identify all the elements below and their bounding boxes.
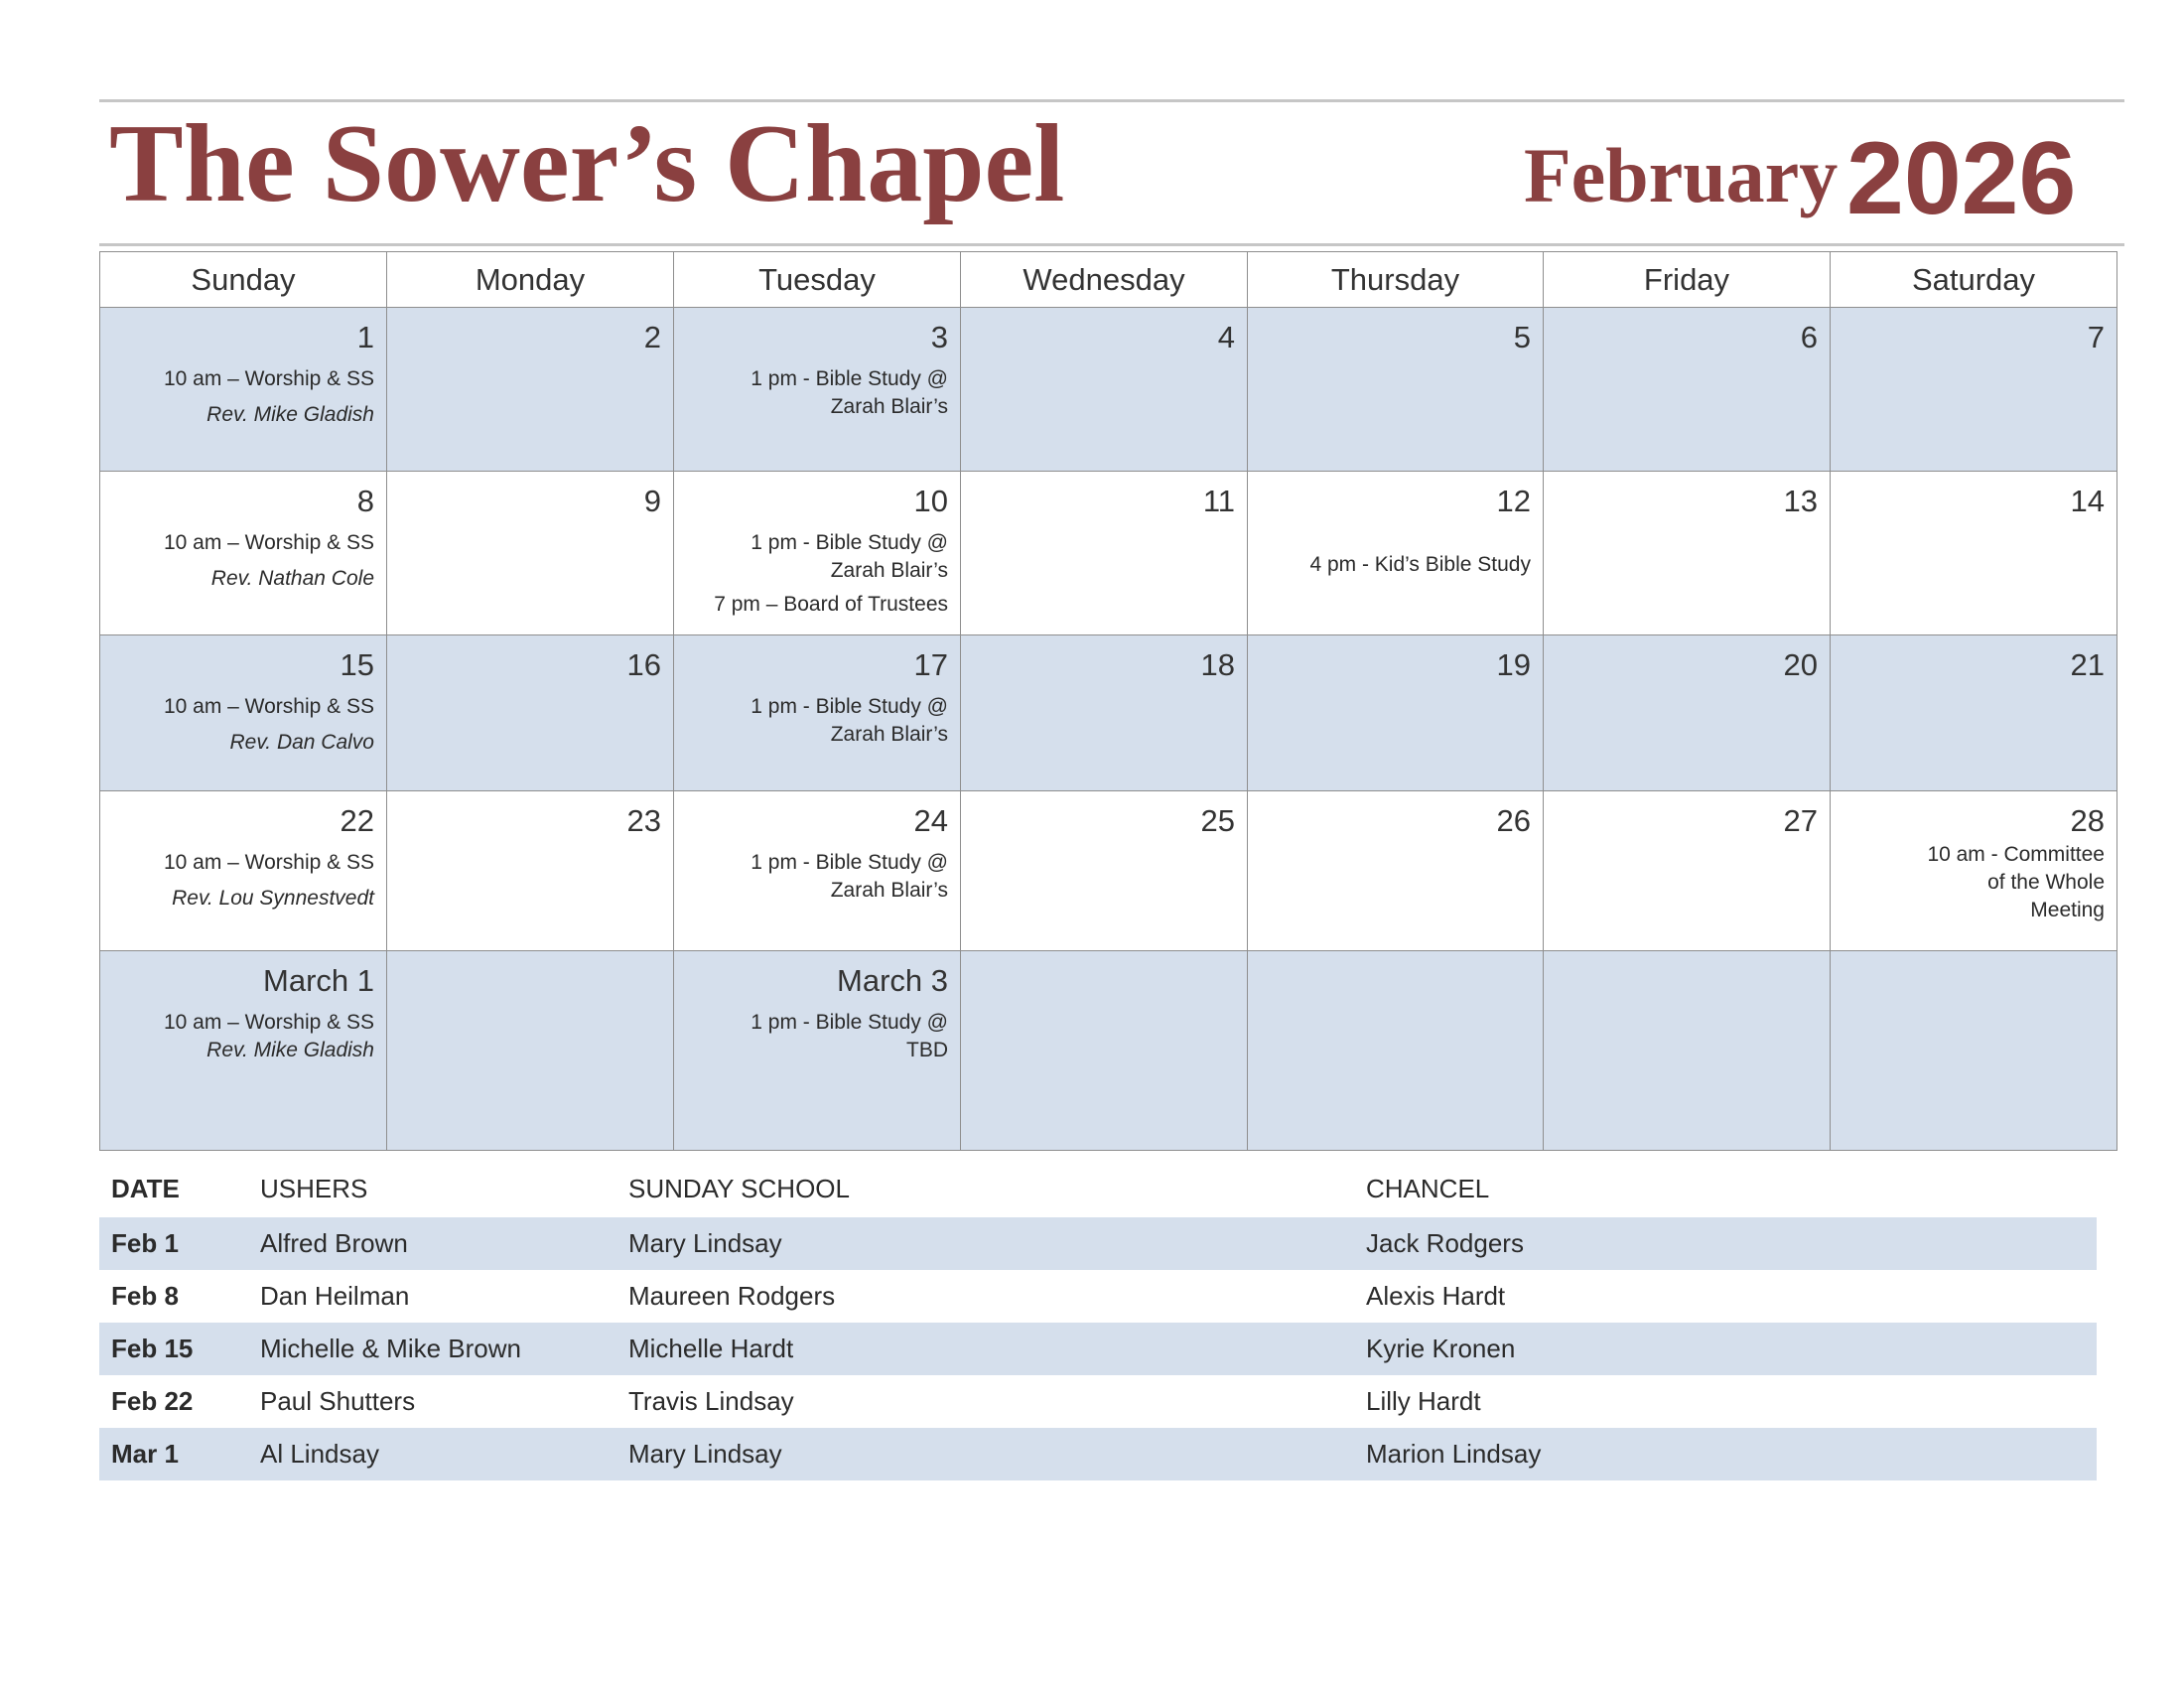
schedule-row xyxy=(99,1217,2097,1270)
day-cell xyxy=(961,308,1248,472)
schedule-date: Mar 1 xyxy=(99,1428,248,1480)
header-divider xyxy=(99,243,2124,246)
day-cell xyxy=(1831,472,2117,635)
day-number: 16 xyxy=(626,647,661,682)
day-number: 8 xyxy=(356,484,374,518)
day-cell xyxy=(1248,308,1544,472)
day-number: 28 xyxy=(2070,803,2105,838)
event-text: 7 pm – Board of Trustees xyxy=(714,593,948,616)
pastor-name: Rev. Dan Calvo xyxy=(229,731,374,754)
day-number: 25 xyxy=(1200,803,1235,838)
day-cell xyxy=(1544,635,1831,791)
day-number: 26 xyxy=(1496,803,1531,838)
weekday-sunday: Sunday xyxy=(100,252,387,308)
event-text: 10 am – Worship & SS xyxy=(163,695,374,718)
day-number: 13 xyxy=(1783,484,1818,518)
event-text: 10 am – Worship & SS xyxy=(163,1011,374,1034)
day-number: 14 xyxy=(2070,484,2105,518)
weekday-header-row xyxy=(100,252,2117,308)
day-cell xyxy=(387,791,674,951)
week-row xyxy=(100,308,2117,472)
day-cell xyxy=(1831,635,2117,791)
day-cell xyxy=(1831,951,2117,1151)
day-number: 23 xyxy=(626,803,661,838)
day-cell xyxy=(674,472,961,635)
day-number: 11 xyxy=(1202,484,1235,518)
day-number: March 1 xyxy=(263,963,374,998)
schedule-row xyxy=(99,1270,2097,1323)
event-text: Meeting xyxy=(2030,899,2105,921)
day-cell xyxy=(1544,472,1831,635)
day-number: 5 xyxy=(1513,320,1531,354)
schedule-sunday-school: Travis Lindsay xyxy=(628,1386,794,1416)
day-cell xyxy=(100,308,387,472)
schedule-row xyxy=(99,1428,2097,1480)
schedule-sunday-school: Mary Lindsay xyxy=(616,1428,1354,1480)
schedule-ushers: Dan Heilman xyxy=(260,1281,410,1311)
day-number: 9 xyxy=(643,484,661,518)
event-text: of the Whole xyxy=(1987,871,2105,894)
date-header: DATE xyxy=(111,1173,180,1203)
weekday-thursday: Thursday xyxy=(1248,252,1544,308)
schedule-header-row xyxy=(99,1160,2097,1217)
day-number: 2 xyxy=(643,320,661,354)
event-text: 1 pm - Bible Study @ xyxy=(751,695,948,718)
event-text: 1 pm - Bible Study @ xyxy=(751,367,948,390)
day-cell xyxy=(674,635,961,791)
day-cell xyxy=(100,791,387,951)
day-cell xyxy=(1248,472,1544,635)
day-cell xyxy=(1544,791,1831,951)
schedule-date: Feb 1 xyxy=(99,1217,248,1270)
weekday-friday: Friday xyxy=(1544,252,1831,308)
day-cell xyxy=(961,472,1248,635)
weekday-saturday: Saturday xyxy=(1831,252,2117,308)
chapel-title: The Sower’s Chapel xyxy=(109,102,1065,225)
schedule-date: Feb 22 xyxy=(111,1386,194,1416)
day-cell xyxy=(387,635,674,791)
day-cell xyxy=(961,635,1248,791)
event-text: 10 am – Worship & SS xyxy=(163,851,374,874)
schedule-ushers: Paul Shutters xyxy=(260,1386,416,1416)
day-number: 27 xyxy=(1783,803,1818,838)
schedule-date: Feb 15 xyxy=(99,1323,248,1375)
schedule-ushers: Michelle & Mike Brown xyxy=(248,1323,616,1375)
day-cell xyxy=(674,791,961,951)
week-row xyxy=(100,791,2117,951)
pastor-name: Rev. Mike Gladish xyxy=(206,1039,374,1061)
day-number: 19 xyxy=(1496,647,1531,682)
event-text: 1 pm - Bible Study @ xyxy=(751,851,948,874)
day-number: 10 xyxy=(913,484,948,518)
day-cell xyxy=(674,308,961,472)
pastor-name: Rev. Lou Synnestvedt xyxy=(172,887,374,910)
day-number: 21 xyxy=(2070,647,2105,682)
day-cell xyxy=(1831,308,2117,472)
schedule-sunday-school: Michelle Hardt xyxy=(616,1323,1354,1375)
event-text: Zarah Blair’s xyxy=(830,395,948,418)
day-cell xyxy=(387,472,674,635)
event-text: 10 am – Worship & SS xyxy=(163,367,374,390)
day-cell xyxy=(387,308,674,472)
year-label: 2026 xyxy=(1846,121,2077,236)
schedule-row xyxy=(99,1375,2097,1428)
schedule-ushers: Alfred Brown xyxy=(248,1217,616,1270)
schedule-ushers: Al Lindsay xyxy=(248,1428,616,1480)
schedule-chancel: Lilly Hardt xyxy=(1366,1386,1481,1416)
day-number: 17 xyxy=(913,647,948,682)
week-row xyxy=(100,635,2117,791)
day-cell xyxy=(100,472,387,635)
week-row xyxy=(100,472,2117,635)
day-cell xyxy=(961,951,1248,1151)
day-number: 1 xyxy=(356,320,374,354)
weekday-wednesday: Wednesday xyxy=(961,252,1248,308)
day-number: 18 xyxy=(1200,647,1235,682)
day-number: 6 xyxy=(1800,320,1818,354)
day-number: 24 xyxy=(913,803,948,838)
day-cell xyxy=(961,791,1248,951)
day-number: March 3 xyxy=(837,963,948,998)
day-cell xyxy=(1248,791,1544,951)
event-text: 10 am - Committee xyxy=(1927,843,2105,866)
event-text: 4 pm - Kid’s Bible Study xyxy=(1309,553,1531,576)
volunteer-schedule xyxy=(99,1160,2097,1480)
day-cell xyxy=(1544,951,1831,1151)
week-row xyxy=(100,951,2117,1151)
day-cell xyxy=(674,951,961,1151)
event-text: 10 am – Worship & SS xyxy=(163,531,374,554)
pastor-name: Rev. Mike Gladish xyxy=(206,403,374,426)
day-number: 3 xyxy=(930,320,948,354)
weekday-tuesday: Tuesday xyxy=(674,252,961,308)
day-cell xyxy=(1544,308,1831,472)
schedule-chancel: Kyrie Kronen xyxy=(1354,1323,2097,1375)
event-text: Zarah Blair’s xyxy=(830,879,948,902)
schedule-chancel: Jack Rodgers xyxy=(1354,1217,2097,1270)
day-cell xyxy=(1248,951,1544,1151)
day-cell xyxy=(100,951,387,1151)
day-cell xyxy=(387,951,674,1151)
day-number: 15 xyxy=(340,647,374,682)
schedule-row xyxy=(99,1323,2097,1375)
ushers-header: USHERS xyxy=(260,1173,368,1203)
event-text: Zarah Blair’s xyxy=(830,559,948,582)
calendar-grid xyxy=(99,251,2117,1151)
schedule-chancel: Alexis Hardt xyxy=(1366,1281,1506,1311)
schedule-date: Feb 8 xyxy=(111,1281,179,1311)
weekday-monday: Monday xyxy=(387,252,674,308)
day-number: 7 xyxy=(2087,320,2105,354)
schedule-chancel: Marion Lindsay xyxy=(1354,1428,2097,1480)
month-label: February xyxy=(1524,132,1839,218)
day-number: 12 xyxy=(1496,484,1531,518)
schedule-sunday-school: Maureen Rodgers xyxy=(628,1281,836,1311)
event-text: 1 pm - Bible Study @ xyxy=(751,531,948,554)
day-cell xyxy=(1831,791,2117,951)
pastor-name: Rev. Nathan Cole xyxy=(210,567,374,590)
event-text: TBD xyxy=(906,1039,948,1061)
day-number: 4 xyxy=(1217,320,1235,354)
day-cell xyxy=(1248,635,1544,791)
event-text: 1 pm - Bible Study @ xyxy=(751,1011,948,1034)
schedule-sunday-school: Mary Lindsay xyxy=(616,1217,1354,1270)
sunday-school-header: SUNDAY SCHOOL xyxy=(628,1173,850,1203)
day-number: 20 xyxy=(1783,647,1818,682)
chancel-header: CHANCEL xyxy=(1366,1173,1490,1203)
event-text: Zarah Blair’s xyxy=(830,723,948,746)
day-cell xyxy=(100,635,387,791)
day-number: 22 xyxy=(340,803,374,838)
